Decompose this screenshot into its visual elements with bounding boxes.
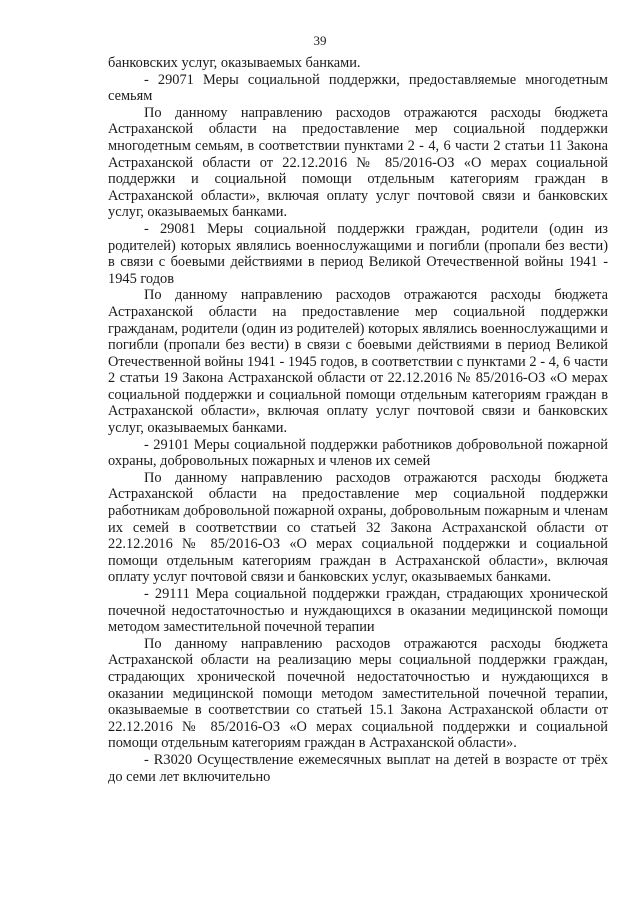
paragraph: По данному направлению расходов отражаются расходы бюджета Астраханской области на реализацию меры социальной поддержки граждан, страдающих хронической почечной недостаточностью и нуждающихся в оказании медицинской помощи методом заместительной почечной терапии, оказываемые в соответствии со статьей 15.1 Закона Астраханской области от 22.12.2016 № 85/2016-ОЗ «О мерах социальной поддержки и социальной помощи отдельным категориям граждан в Астраханской области». [108,635,608,752]
page-number: 39 [313,33,327,48]
paragraph: По данному направлению расходов отражаются расходы бюджета Астраханской области на предоставление мер социальной поддержки гражданам, родители (один из родителей) которых являлись военнослужащими и погибли (пропали без вести) в связи с боевыми действиями в период Великой Отечественной войны 1941 - 1945 годов, в соответствии с пунктами 2 - 4, 6 части 2 статьи 19 Закона Астраханской области от 22.12.2016 № 85/2016-ОЗ «О мерах социальной поддержки и социальной помощи отдельным категориям граждан в Астраханской области», включая оплату услуг почтовой связи и банковских услуг, оказываемых банками. [108,287,608,437]
section-heading-r3020: - R3020 Осуществление ежемесячных выплат на детей в возрасте от трёх до семи лет включительно [108,751,608,785]
paragraph: По данному направлению расходов отражаются расходы бюджета Астраханской области на предоставление мер социальной поддержки работникам добровольной пожарной охраны, добровольным пожарным и членам их семей в соответствии со статьей 32 Закона Астраханской области от 22.12.2016 № 85/2016-ОЗ «О мерах социальной поддержки и социальной помощи отдельным категориям граждан в Астраханской области», включая оплату услуг почтовой связи и банковских услуг, оказываемых банками. [108,469,608,586]
section-heading-29081: - 29081 Меры социальной поддержки граждан, родители (один из родителей) которых являлись военнослужащими и погибли (пропали без вести) в связи с боевыми действиями в период Великой Отечественной войны 1941 - 1945 годов [108,220,608,287]
document-body [108,55,608,785]
paragraph: банковских услуг, оказываемых банками. [108,55,361,71]
section-heading-29071: - 29071 Меры социальной поддержки, предоставляемые многодетным семьям [108,71,608,105]
paragraph: По данному направлению расходов отражаются расходы бюджета Астраханской области на предоставление мер социальной поддержки многодетным семьям, в соответствии пунктами 2 - 4, 6 части 2 статьи 11 Закона Астраханской области от 22.12.2016 № 85/2016-ОЗ «О мерах социальной поддержки и социальной помощи отдельным категориям граждан в Астраханской области», включая оплату услуг почтовой связи и банковских услуг, оказываемых банками. [108,104,608,221]
section-heading-29111: - 29111 Мера социальной поддержки граждан, страдающих хронической почечной недостаточностью и нуждающихся в оказании медицинской помощи методом заместительной почечной терапии [108,586,608,636]
section-heading-29101: - 29101 Меры социальной поддержки работников добровольной пожарной охраны, добровольных пожарных и членов их семей [108,436,608,470]
